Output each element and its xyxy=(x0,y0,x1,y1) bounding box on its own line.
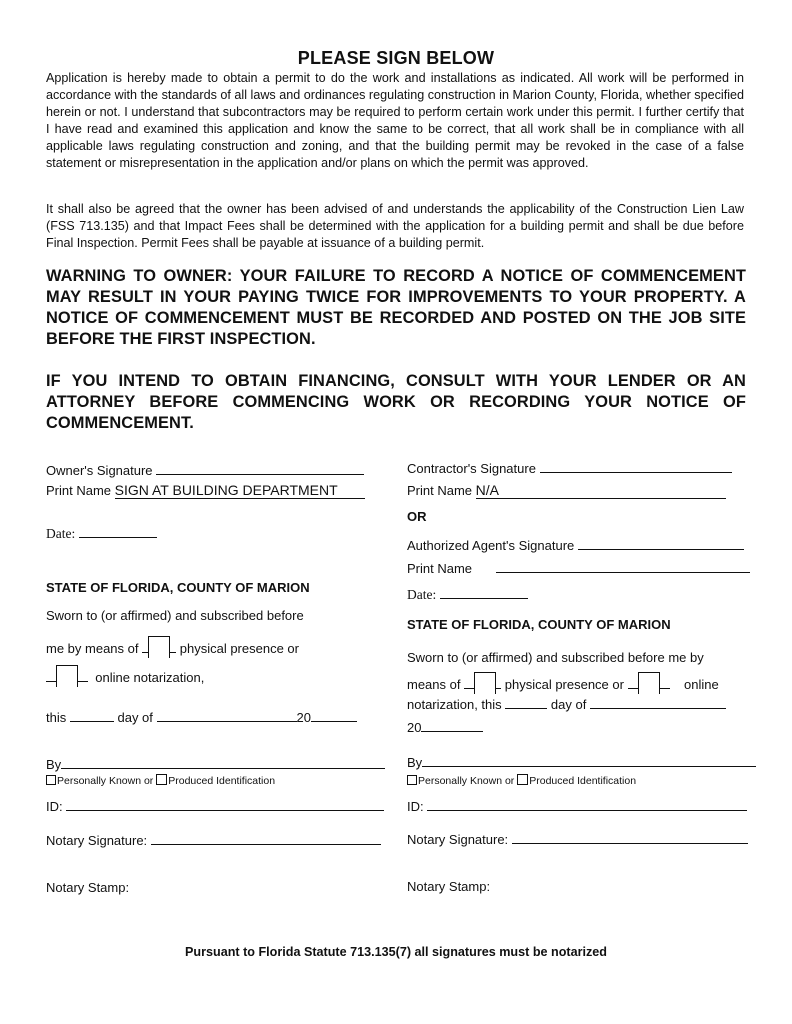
left-month-field[interactable] xyxy=(157,707,297,722)
right-personally-known-label: Personally Known or xyxy=(418,775,515,787)
right-id-label: ID: xyxy=(407,799,424,814)
left-produced-id-checkbox[interactable] xyxy=(156,774,167,785)
left-online-notarization-label: online notarization, xyxy=(95,670,205,685)
right-by-row xyxy=(407,752,756,770)
right-by-label: By xyxy=(407,755,423,770)
application-paragraph: Application is hereby made to obtain a permit to do the work and installations as indicated. All work will be performed in accordance with the standards of all laws and ordinances regulating construction in Marion County, Florida, whether specified herein or not. I understand that subcontractors may be required to perform certain work under this permit. I further certify that I have read and examined this application and know the same to be correct, that all work shall be in compliance with all applicable laws regulating construction and zoning, and that the building permit may be revoked in the case of a false statement or misrepresentation in the application and/or plans on which the permit was approved. xyxy=(46,71,744,170)
left-by-label: By xyxy=(46,757,62,772)
left-id-row xyxy=(46,796,384,814)
left-day-of-label: day of xyxy=(117,710,153,725)
owner-date-row xyxy=(46,523,157,542)
left-this-label: this xyxy=(46,710,67,725)
left-physical-presence-row xyxy=(46,636,299,658)
left-notary-signature-row xyxy=(46,830,381,848)
contractor-signature-field[interactable] xyxy=(540,458,732,473)
right-produced-id-label: Produced Identification xyxy=(529,775,637,787)
left-notary-signature-label: Notary Signature: xyxy=(46,833,148,848)
agent-date-row xyxy=(407,584,528,603)
owner-signature-label: Owner's Signature xyxy=(46,463,153,478)
right-id-field[interactable] xyxy=(427,796,747,811)
left-physical-presence-checkbox[interactable] xyxy=(148,636,170,658)
right-identification-row xyxy=(407,774,636,787)
agent-print-name-row xyxy=(407,558,750,576)
left-online-notarization-row xyxy=(46,665,204,687)
right-personally-known-checkbox[interactable] xyxy=(407,775,417,785)
left-personally-known-checkbox[interactable] xyxy=(46,775,56,785)
agent-date-label: Date: xyxy=(407,587,437,602)
left-identification-row xyxy=(46,774,275,787)
left-day-field[interactable] xyxy=(70,707,114,722)
right-presence-row xyxy=(407,672,719,694)
owner-date-label: Date: xyxy=(46,526,76,541)
left-year-prefix: 20 xyxy=(296,710,311,725)
agent-print-name-field[interactable] xyxy=(496,558,750,573)
contractor-print-name-label: Print Name xyxy=(407,483,473,498)
left-by-row xyxy=(46,754,385,772)
left-notary-signature-field[interactable] xyxy=(151,830,381,845)
owner-signature-row xyxy=(46,460,364,478)
right-notary-stamp-label: Notary Stamp: xyxy=(407,879,491,894)
right-year-field[interactable] xyxy=(421,717,483,732)
right-sworn-line: Sworn to (or affirmed) and subscribed before me by xyxy=(407,650,704,665)
or-label: OR xyxy=(407,509,427,524)
right-state-heading: STATE OF FLORIDA, COUNTY OF MARION xyxy=(407,617,671,632)
right-notary-signature-field[interactable] xyxy=(512,829,748,844)
financing-warning: IF YOU INTEND TO OBTAIN FINANCING, CONSULT WITH YOUR LENDER OR AN ATTORNEY BEFORE COMMENCING WORK OR RECORDING YOUR NOTICE OF COMMENCEMENT. xyxy=(46,372,746,432)
owner-print-name-label: Print Name xyxy=(46,483,112,498)
right-means-of-label: means of xyxy=(407,677,461,692)
agent-signature-field[interactable] xyxy=(578,535,744,550)
warning-to-owner: WARNING TO OWNER: YOUR FAILURE TO RECORD A NOTICE OF COMMENCEMENT MAY RESULT IN YOUR PAYING TWICE FOR IMPROVEMENTS TO YOUR PROPERTY. A NOTICE OF COMMENCEMENT MUST BE RECORDED AND POSTED ON THE JOB SITE BEFORE THE FIRST INSPECTION. xyxy=(46,267,746,348)
right-notary-signature-label: Notary Signature: xyxy=(407,832,509,847)
right-month-field[interactable] xyxy=(590,694,726,709)
left-state-heading: STATE OF FLORIDA, COUNTY OF MARION xyxy=(46,580,310,595)
left-produced-id-label: Produced Identification xyxy=(168,775,276,787)
contractor-signature-row xyxy=(407,458,732,476)
right-year-row xyxy=(407,717,483,735)
contractor-print-name-row xyxy=(407,482,726,499)
owner-signature-field[interactable] xyxy=(156,460,364,475)
right-physical-presence-label: physical presence or xyxy=(504,677,624,692)
right-online-label: online xyxy=(684,677,719,692)
left-personally-known-label: Personally Known or xyxy=(57,775,154,787)
left-physical-presence-label: physical presence or xyxy=(179,641,299,656)
right-day-of-label: day of xyxy=(550,697,587,712)
left-day-row xyxy=(46,707,357,725)
right-id-row xyxy=(407,796,747,814)
agent-signature-label: Authorized Agent's Signature xyxy=(407,538,575,553)
right-day-field[interactable] xyxy=(505,694,547,709)
left-online-notarization-checkbox[interactable] xyxy=(56,665,78,687)
left-me-by-means-label: me by means of xyxy=(46,641,139,656)
owner-print-name-row xyxy=(46,482,365,499)
right-year-prefix: 20 xyxy=(407,720,422,735)
agent-print-name-label: Print Name xyxy=(407,561,473,576)
left-id-field[interactable] xyxy=(66,796,384,811)
right-by-field[interactable] xyxy=(422,752,756,767)
lien-law-paragraph: It shall also be agreed that the owner has been advised of and understands the applicability of the Construction Lien Law (FSS 713.135) and that Impact Fees shall be determined with the application for a building permit and shall be due before Final Inspection. Permit Fees shall be payable at issuance of a building permit. xyxy=(46,202,744,250)
agent-date-field[interactable] xyxy=(440,584,528,599)
left-by-field[interactable] xyxy=(61,754,385,769)
right-day-row xyxy=(407,694,726,712)
owner-date-field[interactable] xyxy=(79,523,157,538)
right-online-checkbox[interactable] xyxy=(638,672,660,694)
contractor-print-name-field[interactable]: N/A xyxy=(476,482,726,499)
right-produced-id-checkbox[interactable] xyxy=(517,774,528,785)
right-notary-signature-row xyxy=(407,829,748,847)
contractor-signature-label: Contractor's Signature xyxy=(407,461,536,476)
page-title: PLEASE SIGN BELOW xyxy=(297,48,495,68)
footer-statute-note: Pursuant to Florida Statute 713.135(7) all signatures must be notarized xyxy=(185,945,607,959)
left-sworn-line: Sworn to (or affirmed) and subscribed before xyxy=(46,608,304,623)
agent-signature-row xyxy=(407,535,744,553)
owner-print-name-field[interactable]: SIGN AT BUILDING DEPARTMENT xyxy=(115,482,365,499)
left-id-label: ID: xyxy=(46,799,63,814)
right-notarization-this-label: notarization, this xyxy=(407,697,502,712)
right-physical-presence-checkbox[interactable] xyxy=(474,672,496,694)
left-year-field[interactable] xyxy=(311,707,357,722)
left-notary-stamp-label: Notary Stamp: xyxy=(46,880,130,895)
